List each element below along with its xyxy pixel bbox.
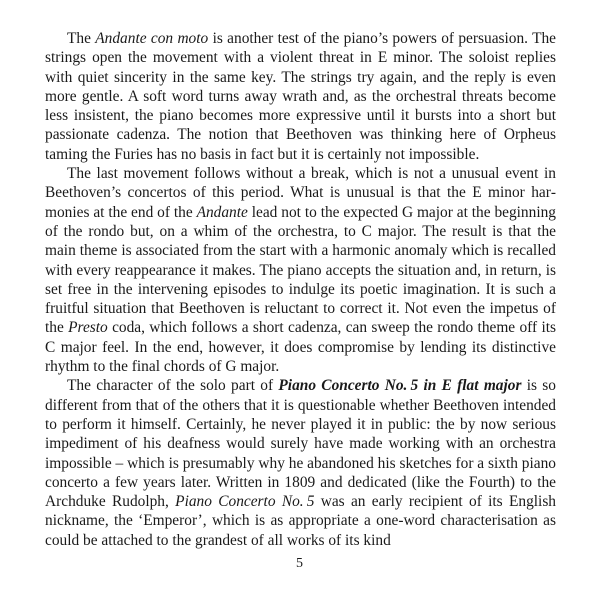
paragraph-last-movement <box>45 164 556 376</box>
text-run: lead not to the expected G major at the beginning of the rondo but, on a whim of the orchestra, to C major. The result is that the main theme is associated from the start with a harmonic anomaly which is recalled with every reappearance it makes. The piano accepts the situation and, in return, is set free in the intervening episodes to indulge its poetic imagination. It is such a fruitful situation that Beethoven is reluctant to correct it. Not even the impetus of the <box>45 203 556 337</box>
document-body <box>45 29 556 550</box>
text-run: is so different from that of the others that it is questionable whether Beethoven intended to perform it himself. Certainly, he never played it in public: the by now serious impediment of his deafness would surely have made working with an orchestra impossible – which is presumably why he abandoned his sketches for a sixth piano concerto a few years later. Written in 1809 and dedicated (like the Fourth) to the Archduke Rudolph, <box>45 377 556 511</box>
page-number: 5 <box>296 556 303 571</box>
text-run: The <box>67 30 96 47</box>
text-run: was an early recipient of its English nickname, the ‘Emperor’, which is as appropriate a one-word characterisation as could be attached to the grandest of all works of its kind <box>45 493 557 549</box>
text-run: coda, which follows a short cadenza, can sweep the rondo theme off its C major feel. In the end, however, it does compromise by lending its distinctive rhythm to the final chords of G major. <box>45 319 556 376</box>
paragraph-concerto-no5 <box>45 376 556 550</box>
italic-title-andante-con-moto: Andante con moto <box>95 30 209 47</box>
paragraph-andante <box>45 29 556 164</box>
text-run: The last movement follows without a break, which is not a unusual event in Beethoven’s concertos of this period. What is unusual is that the E minor harmonies at the end of the <box>45 165 556 221</box>
text-run: is another test of the piano’s powers of persuasion. The strings open the movement with a violent threat in E minor. The soloist replies with quiet sincerity in the same key. The strings try again, and the reply is even more gentle. A soft word turns away wrath and, as the orchestral threats become less insistent, the piano becomes more expressive until it bursts into a short but passionate cadenza. The notion that Beethoven was thinking here of Orpheus taming the Furies has no basis in fact but it is certainly not impossible. <box>45 30 557 163</box>
bold-italic-title-piano-concerto-no5: Piano Concerto No. 5 in E flat major <box>278 377 522 395</box>
text-run: The character of the solo part of <box>67 377 279 395</box>
italic-title-piano-concerto-no5: Piano Concerto No. 5 <box>175 493 315 511</box>
italic-term-andante: Andante <box>196 203 248 221</box>
italic-term-presto: Presto <box>68 319 108 337</box>
